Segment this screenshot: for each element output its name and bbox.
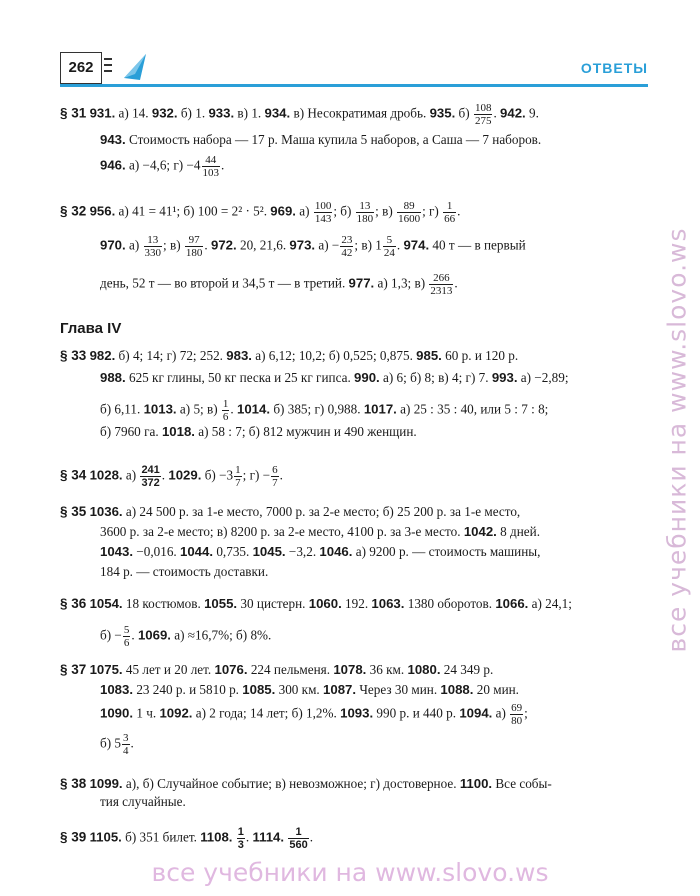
answer-text: 40 т — в первый	[429, 237, 526, 253]
answer-text: .	[230, 401, 238, 417]
exercise-number: 1029.	[168, 467, 202, 483]
answer-text: б) −3	[201, 467, 234, 483]
answer-text: ; г)	[422, 203, 443, 219]
fraction: $\frac{3}{4}$	[123, 732, 129, 757]
answer-text: б) 5	[100, 735, 121, 751]
answer-line	[100, 154, 224, 179]
answer-text: Через 30 мин.	[356, 682, 441, 697]
fraction: $\frac{69}{80}$	[511, 702, 523, 727]
exercise-number: 1075.	[89, 662, 123, 677]
fraction: $\frac{5}{6}$	[123, 624, 130, 649]
exercise-number: 1078.	[333, 662, 367, 677]
answer-text: 3600 р. за 2-е место; в) 8200 р. за 2-е место, 4100 р. за 3-е место.	[100, 524, 464, 539]
answer-text: −0,016.	[133, 544, 181, 559]
section-label: § 37	[60, 662, 87, 677]
exercise-number: 942.	[500, 105, 526, 121]
answer-text: день, 52 т — во второй и 34,5 т — в третий.	[100, 275, 349, 291]
page-number-marks	[104, 54, 112, 80]
answer-text: .	[130, 735, 134, 751]
answer-line	[100, 624, 271, 649]
answer-text: а) −2,89;	[517, 370, 569, 385]
answer-text: а) 24,1;	[528, 596, 572, 611]
exercise-number: 1043.	[100, 544, 134, 559]
answer-text: 36 км.	[366, 662, 408, 677]
exercise-number: 1099.	[89, 776, 123, 791]
answer-text: б) 4; 14; г) 72; 252.	[115, 348, 227, 363]
answer-text: 20 мин.	[473, 682, 519, 697]
answer-line	[60, 504, 520, 520]
answer-text: б) 1.	[177, 105, 209, 121]
exercise-number: 1092.	[159, 705, 193, 721]
answer-line	[100, 234, 526, 259]
answer-line	[100, 272, 458, 297]
answer-text: .	[204, 237, 211, 253]
answer-text: а)	[125, 237, 143, 253]
section-label: § 33	[60, 348, 87, 363]
section-label: § 36	[60, 596, 87, 611]
answer-text: в) Несократимая дробь.	[290, 105, 430, 121]
answer-text: б) −	[100, 627, 122, 643]
exercise-number: 1017.	[363, 401, 397, 417]
section-label: § 31	[60, 105, 87, 121]
answer-text: .	[131, 627, 138, 643]
answer-text	[232, 830, 235, 845]
answer-text: Все собы-	[492, 776, 552, 791]
answer-line	[60, 662, 493, 678]
answer-text: б)	[455, 105, 473, 121]
exercise-number: 1013.	[143, 401, 177, 417]
answer-line	[60, 464, 283, 489]
exercise-number: 1105.	[89, 829, 122, 845]
fraction: $\frac{241}{372}$	[141, 464, 160, 489]
answer-text: 30 цистерн.	[237, 596, 309, 611]
answer-text: а) −4,6; г) −4	[125, 157, 201, 173]
answer-text: 23 240 р. и 5810 р.	[133, 682, 243, 697]
answer-text: 1380 оборотов.	[404, 596, 496, 611]
answer-text: а) 1,3; в)	[374, 275, 429, 291]
fraction: $\frac{5}{24}$	[383, 234, 395, 259]
exercise-number: 1085.	[242, 682, 276, 697]
answer-text: 18 костюмов.	[122, 596, 205, 611]
exercise-number: 1036.	[89, 504, 123, 519]
fraction: $\frac{1}{7}$	[235, 464, 241, 489]
answer-text: ; б)	[333, 203, 355, 219]
exercise-number: 935.	[429, 105, 456, 121]
answer-line	[100, 794, 186, 810]
exercise-number: 985.	[416, 348, 442, 363]
answer-text: 60 р. и 120 р.	[441, 348, 519, 363]
fraction: $\frac{266}{2313}$	[430, 272, 453, 297]
section-label: § 39	[60, 829, 87, 845]
fraction: $\frac{13}{330}$	[144, 234, 162, 259]
answer-text: 9.	[525, 105, 539, 121]
exercise-number: 1014.	[237, 401, 271, 417]
answer-text: ; в)	[163, 237, 184, 253]
exercise-number: 934.	[264, 105, 291, 121]
exercise-number: 1063.	[371, 596, 405, 611]
exercise-number: 1100.	[459, 776, 493, 791]
exercise-number: 1093.	[340, 705, 374, 721]
answer-text: .	[221, 157, 225, 173]
fraction: $\frac{1}{3}$	[237, 826, 244, 851]
answer-text: а)	[122, 467, 140, 483]
answer-line	[100, 544, 540, 560]
exercise-number: 1060.	[308, 596, 342, 611]
answer-text: ;	[524, 705, 528, 721]
answer-text: 990 р. и 440 р.	[373, 705, 460, 721]
exercise-number: 988.	[100, 370, 126, 385]
header-rule	[60, 84, 648, 87]
fraction: $\frac{1}{66}$	[444, 200, 456, 225]
exercise-number: 956.	[89, 203, 116, 219]
answer-line	[100, 732, 134, 757]
exercise-number: 1054.	[89, 596, 123, 611]
answer-text: 184 р. — стоимость доставки.	[100, 564, 269, 579]
answer-text: 8 дней.	[496, 524, 541, 539]
answer-text: .	[493, 105, 501, 121]
answer-text: 0,735.	[213, 544, 253, 559]
page-number: 262	[60, 52, 102, 84]
exercise-number: 1076.	[214, 662, 248, 677]
exercise-number: 1028.	[89, 467, 123, 483]
answer-text: 24 349 р.	[440, 662, 494, 677]
fraction: $\frac{44}{103}$	[202, 154, 220, 179]
answer-text: .	[161, 467, 169, 483]
answer-text: −3,2.	[285, 544, 320, 559]
answer-text: .	[309, 829, 313, 845]
fraction: $\frac{1}{6}$	[222, 398, 229, 423]
fraction: $\frac{108}{275}$	[474, 102, 492, 127]
fraction: $\frac{6}{7}$	[272, 464, 278, 489]
answer-text: а) 25 : 35 : 40, или 5 : 7 : 8;	[396, 401, 549, 417]
answer-line	[100, 524, 540, 540]
exercise-number: 1018.	[161, 424, 195, 439]
exercise-number: 1066.	[495, 596, 529, 611]
answer-text: 20, 21,6.	[236, 237, 290, 253]
exercise-number: 1080.	[407, 662, 441, 677]
answer-line	[100, 132, 541, 148]
exercise-number: 969.	[270, 203, 296, 219]
exercise-number: 982.	[89, 348, 116, 363]
section-label: § 35	[60, 504, 87, 519]
answer-text: .	[454, 275, 458, 291]
exercise-number: 1042.	[463, 524, 497, 539]
fraction: $\frac{97}{180}$	[185, 234, 203, 259]
exercise-number: 1094.	[459, 705, 493, 721]
answer-text: 192.	[341, 596, 372, 611]
exercise-number: 1114.	[252, 829, 285, 845]
exercise-number: 973.	[289, 237, 316, 253]
bottom-watermark: все учебники на www.slovo.ws	[151, 858, 549, 887]
page-header	[60, 50, 648, 86]
answer-line	[100, 370, 569, 386]
section-title: ОТВЕТЫ	[580, 60, 648, 76]
answer-text: а) 5; в)	[176, 401, 221, 417]
answer-text: тия случайные.	[100, 794, 186, 809]
section-label: § 38	[60, 776, 87, 791]
chapter-heading: Глава IV	[60, 320, 122, 337]
answer-text: 625 кг глины, 50 кг песка и 25 кг гипса.	[125, 370, 355, 385]
side-watermark: все учебники на www.slovo.ws	[662, 227, 692, 653]
section-label: § 32	[60, 203, 87, 219]
exercise-number: 1069.	[137, 627, 171, 643]
exercise-number: 1083.	[100, 682, 134, 697]
fraction: $\frac{100}{143}$	[314, 200, 332, 225]
exercise-number: 970.	[100, 237, 126, 253]
exercise-number: 932.	[151, 105, 178, 121]
answer-line	[60, 776, 552, 792]
fraction: $\frac{1}{560}$	[289, 826, 308, 851]
exercise-number: 1087.	[323, 682, 357, 697]
answer-text: а), б) Случайное событие; в) невозможное; г) достоверное.	[122, 776, 460, 791]
answer-text: .	[457, 203, 461, 219]
fraction: $\frac{13}{180}$	[356, 200, 374, 225]
answer-text	[284, 830, 287, 845]
answer-text: .	[279, 467, 283, 483]
answer-text: ; г) −	[242, 467, 271, 483]
fraction: $\frac{23}{42}$	[341, 234, 353, 259]
answer-line	[100, 424, 417, 440]
answer-line	[100, 682, 519, 698]
answer-text: б) 6,11.	[100, 401, 144, 417]
exercise-number: 1108.	[200, 829, 233, 845]
answer-text: а) 24 500 р. за 1-е место, 7000 р. за 2-е место; б) 25 200 р. за 1-е место,	[122, 504, 521, 519]
answer-line	[60, 102, 539, 127]
exercise-number: 1046.	[319, 544, 353, 559]
answer-text: а) 14.	[115, 105, 152, 121]
exercise-number: 931.	[89, 105, 116, 121]
answer-line	[60, 596, 572, 612]
answer-text: а) −	[315, 237, 340, 253]
answer-text: 1 ч.	[133, 705, 160, 721]
exercise-number: 972.	[211, 237, 237, 253]
answer-text: ; в)	[375, 203, 397, 219]
exercise-number: 1044.	[180, 544, 214, 559]
answer-text: а)	[492, 705, 510, 721]
answer-text: в) 1.	[234, 105, 265, 121]
exercise-number: 1055.	[204, 596, 238, 611]
answer-text: 300 км.	[275, 682, 324, 697]
exercise-number: 943.	[100, 132, 126, 147]
exercise-number: 990.	[354, 370, 380, 385]
exercise-number: 933.	[208, 105, 235, 121]
exercise-number: 946.	[100, 157, 126, 173]
answer-text: а) 9200 р. — стоимость машины,	[352, 544, 541, 559]
answer-line	[100, 398, 548, 423]
arrow-icon	[122, 52, 150, 84]
exercise-number: 977.	[348, 275, 375, 291]
answer-text: Стоимость набора — 17 р. Маша купила 5 наборов, а Саша — 7 наборов.	[125, 132, 542, 147]
answer-text: а)	[295, 203, 313, 219]
exercise-number: 974.	[403, 237, 430, 253]
exercise-number: 993.	[491, 370, 518, 385]
answer-text: .	[396, 237, 404, 253]
answer-text: .	[245, 829, 253, 845]
answer-text: а) 58 : 7; б) 812 мужчин и 490 женщин.	[194, 424, 417, 439]
section-label: § 34	[60, 467, 87, 483]
answer-text: ; в) 1	[354, 237, 382, 253]
answer-text: а) 41 = 41¹; б) 100 = 2² · 5².	[115, 203, 271, 219]
exercise-number: 983.	[226, 348, 252, 363]
answer-line	[100, 702, 528, 727]
answer-line	[60, 200, 460, 225]
answer-line	[60, 348, 518, 364]
answer-text: а) 2 года; 14 лет; б) 1,2%.	[192, 705, 341, 721]
answer-text: б) 385; г) 0,988.	[270, 401, 364, 417]
answer-line	[60, 826, 313, 851]
answer-text: а) ≈16,7%; б) 8%.	[170, 627, 272, 643]
answer-text: а) 6; б) 8; в) 4; г) 7.	[379, 370, 492, 385]
answer-text: 45 лет и 20 лет.	[122, 662, 215, 677]
answer-line	[100, 564, 268, 580]
fraction: $\frac{89}{1600}$	[398, 200, 421, 225]
exercise-number: 1045.	[252, 544, 286, 559]
exercise-number: 1088.	[440, 682, 474, 697]
answer-text: б) 7960 га.	[100, 424, 162, 439]
exercise-number: 1090.	[100, 705, 134, 721]
answer-text: 224 пельменя.	[247, 662, 334, 677]
answer-text: б) 351 билет.	[121, 829, 201, 845]
answer-text: а) 6,12; 10,2; б) 0,525; 0,875.	[251, 348, 417, 363]
